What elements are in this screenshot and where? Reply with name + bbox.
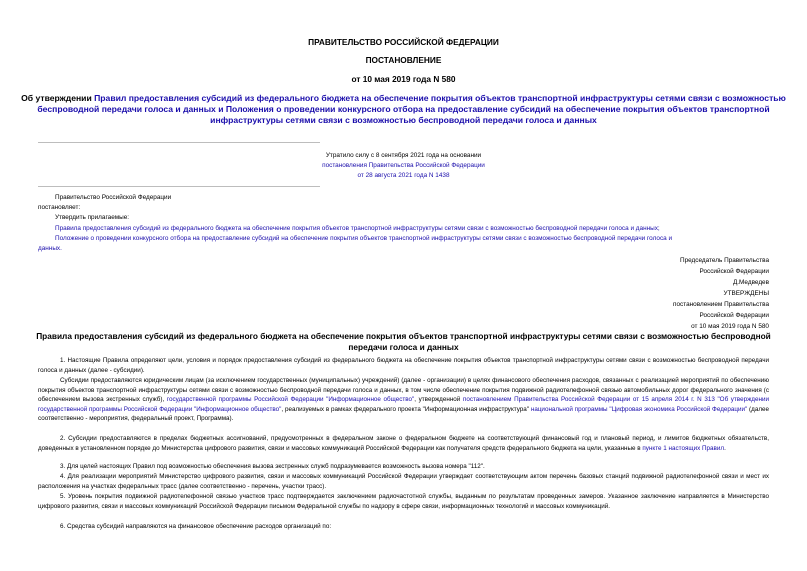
regulation-link[interactable]: Положение о проведении конкурсного отбора на предоставление субсидий на обеспечение покрытия объектов транспортной инфраструктуры сетями связи с возможностью беспроводной передачи голоса и xyxy=(55,235,673,242)
national-program-link[interactable]: национальной программы "Цифровая экономика Российской Федерации" xyxy=(530,405,748,413)
regulation-link-cont[interactable]: данных. xyxy=(38,245,62,252)
rules-paragraph-4 xyxy=(38,462,769,472)
approved-item-regulation xyxy=(55,234,672,243)
repeal-decree-link[interactable]: постановления Правительства Российской Федерации xyxy=(322,162,485,169)
rules-paragraph-6 xyxy=(38,492,769,511)
approved-country: Российской Федерации xyxy=(699,312,769,319)
paragraph-7-text: 6. Средства субсидий направляются на финансовое обеспечение расходов организаций по: xyxy=(60,523,332,530)
rules-heading: Правила предоставления субсидий из федерального бюджета на обеспечение покрытия объектов транспортной инфраструктуры сетями связи с возможностью беспроводной передачи голоса и данных xyxy=(36,331,771,352)
title-prefix: Об утверждении xyxy=(21,93,95,103)
divider-bottom xyxy=(38,186,320,187)
paragraph-3-text-b: . xyxy=(724,444,726,452)
rules-paragraph-2 xyxy=(38,376,769,424)
title-link[interactable]: Правил предоставления субсидий из федерального бюджета на обеспечение покрытия объектов транспортной инфраструктуры сетями связи с возможностью беспроводной передачи голоса и данных и Положения о проведении конкурсного отбора на предоставление субсидий на обеспечение покрытия объектов транспортной инфраструктуры сетями связи с возможностью беспроводной передачи голоса и данных xyxy=(37,93,786,125)
paragraph-4-text: 3. Для целей настоящих Правил под возможностью обеспечения вызова экстренных служб подразумевается возможность вызова номера "112". xyxy=(60,463,485,470)
paragraph-5-text: 4. Для реализации мероприятий Министерство цифрового развития, связи и массовых коммуникаций Российской Федерации утверждает соответствующим актом перечень базовых станций подвижной радиотелефонной связи и мест их расположения на участках федеральных трасс (далее соответственно - перечень, участки трасс). xyxy=(38,473,769,490)
paragraph-2-text-c: , реализуемых в рамках федерального проекта "Информационная инфраструктура" xyxy=(281,405,531,413)
status-note-line1: Утратило силу с 8 сентября 2021 года на основании xyxy=(325,152,482,159)
paragraph-3-text-a: 2. Субсидии предоставляются в пределах бюджетных ассигнований, предусмотренных в федеральном законе о федеральном бюджете на соответствующий финансовый год и плановый период, и лимитов бюджетных обязательств, доведенных в установленном порядке до Министерства цифрового развития, связи и массовых коммуникаций Российской Федерации как получателя средств федерального бюджета на цели, указанные в xyxy=(38,435,769,452)
rules-paragraph-1 xyxy=(38,356,769,375)
document-title xyxy=(20,93,787,126)
paragraph-1-text: 1. Настоящие Правила определяют цели, условия и порядок предоставления субсидий из федерального бюджета на обеспечение покрытия объектов транспортной инфраструктуры сетями связи с возможностью беспроводной передачи голоса и данных (далее - субсидии). xyxy=(38,357,769,374)
decree-313-link[interactable]: постановлением Правительства Российской Федерации от 15 апреля 2014 г. N 313 "Об утверждении государственной программы Российской Федерации "Информационное общество" xyxy=(38,396,769,413)
preamble-government: Правительство Российской Федерации xyxy=(55,194,172,201)
rules-paragraph-5 xyxy=(38,472,769,491)
paragraph-2-text-a: Субсидии предоставляются юридическим лицам (за исключением государственных (муниципальных) учреждений) (далее - организации) в целях финансового обеспечения расходов, связанных с реализацией мероприятий по обеспечению покрытия объектов транспортной инфраструктуры сетями связи с возможностью беспроводной передачи голоса и данных, в том числе обеспечение покрытия подвижной радиотелефонной связью автомобильных дорог федерального значения (с обеспечением вызова экстренных служб), xyxy=(38,377,769,404)
divider-top xyxy=(38,142,320,143)
preamble-approve: Утвердить прилагаемые: xyxy=(55,214,130,221)
rules-paragraph-3 xyxy=(38,434,769,453)
rules-link[interactable]: Правила предоставления субсидий из федерального бюджета на обеспечение покрытия объектов транспортной инфраструктуры сетями связи с возможностью беспроводной передачи голоса и данных; xyxy=(55,225,660,232)
approved-stamp: УТВЕРЖДЕНЫ xyxy=(723,290,769,297)
signer-country: Российской Федерации xyxy=(699,268,769,275)
approved-item-rules xyxy=(55,224,660,233)
document-date-number: от 10 мая 2019 года N 580 xyxy=(351,74,456,84)
status-note-link2 xyxy=(0,171,807,181)
signer-name: Д.Медведев xyxy=(732,279,769,286)
state-program-link[interactable]: государственной программы Российской Федерации "Информационное общество" xyxy=(166,396,415,404)
approved-by: постановлением Правительства xyxy=(673,301,769,308)
paragraph-6-text: 5. Уровень покрытия подвижной радиотелефонной связью участков трасс подтверждается заключением радиочастотной службы, выданным по результатам проведенных замеров. Указанное заключение направляется в Министерство цифрового развития, связи и массовых коммуникаций Российской Федерации письмом Федеральной службы по надзору в сфере связи, информационных технологий и массовых коммуникаций. xyxy=(38,493,769,510)
preamble-resolves: постановляет: xyxy=(38,204,81,211)
item-1-link[interactable]: пункте 1 настоящих Правил xyxy=(642,444,725,452)
signer-title: Председатель Правительства xyxy=(680,257,769,264)
approved-item-regulation-cont xyxy=(38,244,62,253)
rules-paragraph-7 xyxy=(38,522,769,532)
government-name: ПРАВИТЕЛЬСТВО РОССИЙСКОЙ ФЕДЕРАЦИИ xyxy=(308,37,499,47)
paragraph-2-text-d: (далее соответственно - мероприятия, федеральный проект, Программа). xyxy=(38,405,770,423)
status-note-link1 xyxy=(0,161,807,171)
approved-date: от 10 мая 2019 года N 580 xyxy=(691,323,769,330)
paragraph-2-text-b: , утвержденной xyxy=(414,396,463,404)
document-type: ПОСТАНОВЛЕНИЕ xyxy=(365,55,442,65)
repeal-decree-date-link[interactable]: от 28 августа 2021 года N 1438 xyxy=(357,172,450,179)
